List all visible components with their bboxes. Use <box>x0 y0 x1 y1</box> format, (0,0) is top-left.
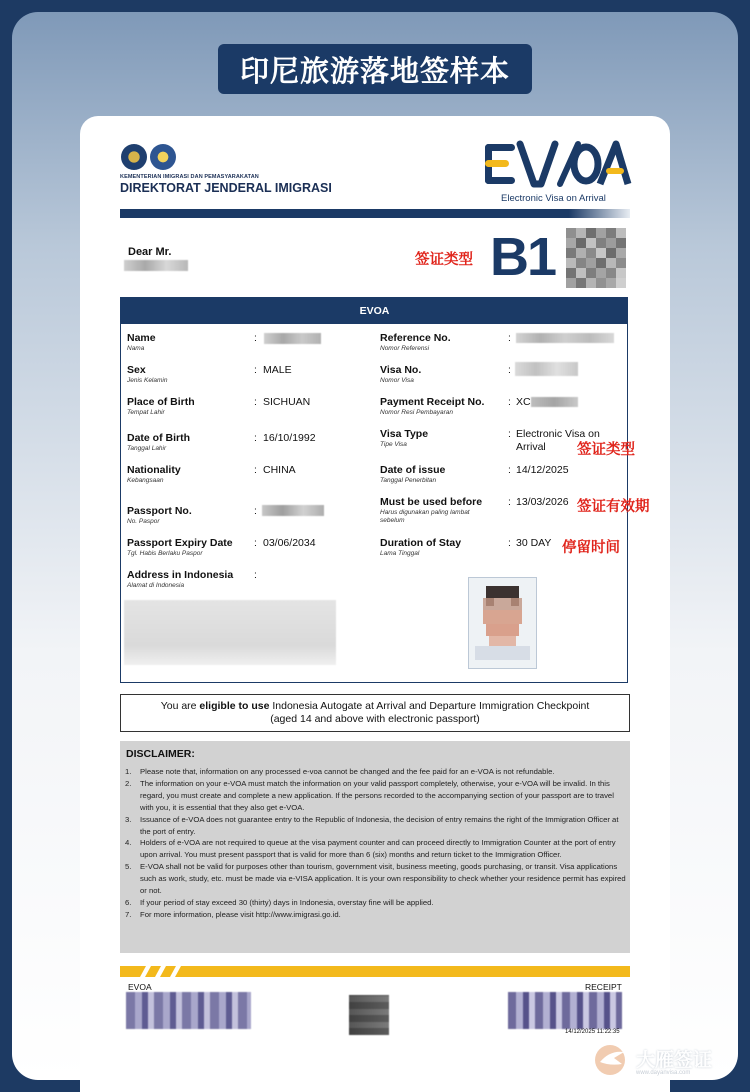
applicant-photo-redacted <box>468 577 537 669</box>
field-sublabel: Harus digunakan paling lambat sebelum <box>380 509 470 524</box>
redacted-recipient-name <box>124 260 188 271</box>
immigration-emblem-icon <box>121 144 147 170</box>
field-sublabel: Tempat Lahir <box>127 409 165 416</box>
field-label: Duration of Stay <box>380 537 462 549</box>
field-label: Name <box>127 332 156 344</box>
visa-class-code: B1 <box>490 227 556 287</box>
field-sublabel: No. Paspor <box>127 518 160 525</box>
disclaimer-text: Holders of e-VOA are not required to queue at the visa payment counter and can proceed directly to Immigration Counter at the port of entry upon arrival. You must present passport that is valid for more than 6 (six) months and return ticket to the Immigration Officer. <box>140 838 616 860</box>
annotation-visa-type: 签证类型 <box>415 252 473 268</box>
field-label: Passport No. <box>127 505 192 517</box>
field-value: 16/10/1992 <box>263 432 316 444</box>
field-label: Sex <box>127 364 146 376</box>
disclaimer-item <box>125 766 626 778</box>
autogate-emphasis: eligible to use <box>199 700 270 712</box>
field-sublabel: Jenis Kelamin <box>127 377 168 384</box>
field-colon: : <box>508 496 511 508</box>
disclaimer-item <box>125 861 626 897</box>
field-label: Date of Birth <box>127 432 190 444</box>
redacted-center-code <box>349 995 389 1035</box>
field-sublabel: Alamat di Indonesia <box>127 582 185 589</box>
annotation-visa-type-2: 签证类型 <box>577 442 635 458</box>
evoa-panel-heading: EVOA <box>121 298 628 324</box>
autogate-prefix: You are <box>160 700 200 712</box>
brand-goose-icon <box>592 1042 632 1076</box>
field-colon: : <box>254 537 257 549</box>
autogate-eligibility-box <box>120 694 630 732</box>
field-sublabel: Lama Tinggal <box>380 550 420 557</box>
disclaimer-text: For more information, please visit http://www.imigrasi.go.id. <box>140 909 341 919</box>
field-label: Nationality <box>127 464 181 476</box>
field-colon: : <box>254 364 257 376</box>
disclaimer-number: 6. <box>125 897 132 907</box>
disclaimer-number: 4. <box>125 838 132 848</box>
redacted-qr-code <box>566 228 626 288</box>
annotation-duration: 停留时间 <box>562 540 620 556</box>
disclaimer-title: DISCLAIMER: <box>126 748 195 760</box>
field-value: 03/06/2034 <box>263 537 316 549</box>
annotation-validity: 签证有效期 <box>577 499 650 515</box>
brand-watermark-url: www.dayanvisa.com <box>636 1070 691 1076</box>
disclaimer-text: E-VOA shall not be valid for purposes other than tourism, government visit, business meeting, goods purchasing, or transit. Visa applications such as work, study, etc. must be made via e-VISA application. It is your own responsibility to check whether your residence permit has expired or not. <box>140 862 626 896</box>
brand-watermark: 大雁签证 <box>636 1049 713 1071</box>
footer-receipt-label: RECEIPT <box>585 982 622 992</box>
field-label: Reference No. <box>380 332 451 344</box>
ministry-emblem-icon <box>150 144 176 170</box>
redacted-address <box>124 600 336 665</box>
field-colon: : <box>508 364 511 376</box>
field-colon: : <box>254 464 257 476</box>
disclaimer-number: 1. <box>125 767 132 776</box>
redacted-value <box>516 333 614 343</box>
field-colon: : <box>508 537 511 549</box>
redacted-evoa-barcode <box>126 992 251 1029</box>
field-colon: : <box>254 332 257 344</box>
redacted-value <box>262 505 324 516</box>
disclaimer-item <box>125 814 626 838</box>
footer-evoa-label: EVOA <box>128 982 152 992</box>
autogate-rest: Indonesia Autogate at Arrival and Departure Immigration Checkpoint <box>269 700 590 712</box>
redacted-value <box>264 333 321 344</box>
field-label: Place of Birth <box>127 396 195 408</box>
field-colon: : <box>508 428 511 440</box>
disclaimer-text: The information on your e-VOA must match the information on your valid passport completely, otherwise, your e-VOA will be invalid. In this regard, you must create and complete a new application. If the persons recorded to the accompanying section of your passport are to travel with you, it is essential that they also get e-VOA. <box>140 778 614 812</box>
field-sublabel: Nama <box>127 345 145 352</box>
disclaimer-text: If your period of stay exceed 30 (thirty) days in Indonesia, overstay fine will be applied. <box>140 897 434 907</box>
disclaimer-list <box>125 766 626 921</box>
field-label: Payment Receipt No. <box>380 396 485 408</box>
field-colon: : <box>254 396 257 408</box>
stripe-slashes <box>134 966 194 977</box>
field-value: XC <box>516 396 531 408</box>
disclaimer-number: 7. <box>125 909 132 919</box>
header-divider-bar <box>120 209 630 218</box>
greeting: Dear Mr. <box>128 246 172 258</box>
evoa-logo <box>482 138 632 190</box>
disclaimer-number: 5. <box>125 862 132 872</box>
disclaimer-item <box>125 909 626 921</box>
field-value: 14/12/2025 <box>516 464 569 476</box>
field-sublabel: Kebangsaan <box>127 477 164 484</box>
footer-yellow-stripe <box>120 966 630 977</box>
field-colon: : <box>254 505 257 517</box>
disclaimer-item <box>125 778 626 814</box>
field-sublabel: Nomor Resi Pembayaran <box>380 409 453 416</box>
ministry-name: KEMENTERIAN IMIGRASI DAN PEMASYARAKATAN <box>120 174 259 180</box>
redacted-value <box>531 397 578 407</box>
field-colon: : <box>508 464 511 476</box>
disclaimer-number: 3. <box>125 814 132 824</box>
field-value: CHINA <box>263 464 296 476</box>
field-sublabel: Nomor Visa <box>380 377 414 384</box>
field-colon: : <box>254 569 257 581</box>
redacted-receipt-barcode <box>508 992 622 1029</box>
photo-mosaic <box>469 578 536 668</box>
field-label: Address in Indonesia <box>127 569 234 581</box>
disclaimer-item <box>125 897 626 909</box>
field-sublabel: Tanggal Penerbitan <box>380 477 437 484</box>
disclaimer-text: Please note that, information on any processed e-voa cannot be changed and the fee paid for an e-VOA is not refundable. <box>140 767 555 776</box>
field-colon: : <box>508 396 511 408</box>
page-banner-title: 印尼旅游落地签样本 <box>218 44 532 94</box>
autogate-line2: (aged 14 and above with electronic passport) <box>270 713 480 725</box>
field-label: Must be used before <box>380 496 483 508</box>
field-sublabel: Tgl. Habis Berlaku Paspor <box>127 550 203 557</box>
evoa-logo-subtitle: Electronic Visa on Arrival <box>501 193 606 204</box>
evoa-logo-wordmark: EVOA <box>555 188 559 189</box>
receipt-timestamp: 14/12/2025 11:22:35 <box>565 1029 620 1035</box>
field-value: 13/03/2026 <box>516 496 569 508</box>
redacted-value <box>515 362 578 376</box>
field-label: Date of issue <box>380 464 446 476</box>
field-sublabel: Tipe Visa <box>380 441 407 448</box>
field-label: Passport Expiry Date <box>127 537 233 549</box>
field-value: SICHUAN <box>263 396 311 408</box>
field-sublabel: Tanggal Lahir <box>127 445 167 452</box>
field-sublabel: Nomor Referensi <box>380 345 430 352</box>
field-colon: : <box>508 332 511 344</box>
field-value: MALE <box>263 364 292 376</box>
field-label: Visa No. <box>380 364 422 376</box>
field-value: 30 DAY <box>516 537 552 549</box>
evoa-logo-letters <box>485 144 628 184</box>
disclaimer-text: Issuance of e-VOA does not guarantee entry to the Republic of Indonesia, the decision of entry remains the right of the Immigration Officer at the port of entry. <box>140 814 619 836</box>
field-label: Visa Type <box>380 428 429 440</box>
directorate-name: DIREKTORAT JENDERAL IMIGRASI <box>120 181 332 195</box>
field-value: Electronic Visa on Arrival <box>516 428 600 453</box>
disclaimer-number: 2. <box>125 778 132 788</box>
disclaimer-item <box>125 837 626 861</box>
field-colon: : <box>254 432 257 444</box>
